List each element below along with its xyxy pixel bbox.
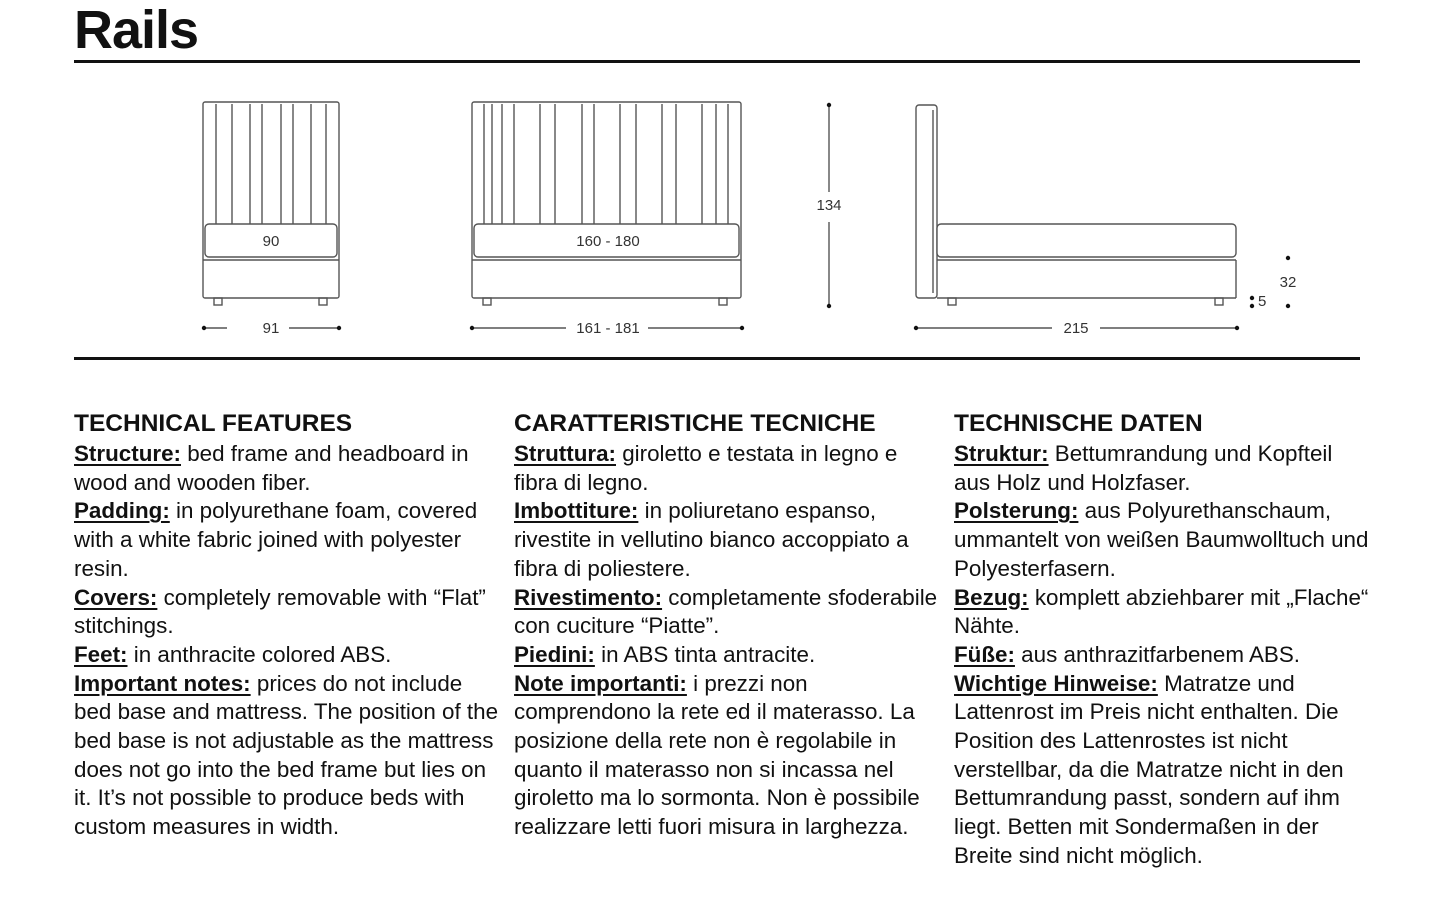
covers-label: Rivestimento: [514,584,663,610]
technical-features-en [74,408,504,842]
notes-label: Note importanti: [514,670,687,696]
feet-paragraph [74,641,504,670]
bed-drawings [0,64,1440,354]
structure-paragraph [514,440,944,497]
single-bed-outer-width: 91 [262,320,280,337]
feet-text: aus anthrazitfarbenem ABS. [1014,641,1300,667]
structure-text: bed frame and headboard in wood and wooden fiber. [74,441,469,495]
single-bed-inner-width: 90 [262,233,280,250]
covers-paragraph [74,584,504,641]
notes-paragraph [954,670,1374,871]
double-bed-outer-width: 161 - 181 [576,320,640,337]
side-view-drawing [916,105,1236,305]
technical-features-de [954,408,1374,871]
padding-label: Imbottiture: [514,498,639,524]
notes-paragraph [74,670,504,842]
covers-text: completely removable with “Flat” stitchings. [74,584,486,639]
structure-paragraph [954,440,1374,497]
structure-text: giroletto e testata in legno e fibra di legno. [514,441,898,495]
padding-label: Polsterung: [954,498,1079,524]
structure-label: Struktur: [954,441,1049,466]
notes-paragraph [514,670,944,842]
padding-text: in poliuretano espanso, rivestite in vellutino bianco accoppiato a fibra di poliestere. [514,498,909,581]
covers-paragraph [514,584,944,641]
middle-divider [74,357,1360,360]
padding-text: aus Polyurethanschaum, ummantelt von weißen Baumwolltuch und Polyesterfasern. [954,498,1369,581]
padding-label: Padding: [74,498,170,524]
feet-label: Feet: [74,641,128,667]
structure-label: Structure: [74,441,181,466]
notes-text: i prezzi non comprendono la rete ed il materasso. La posizione della rete non è regolabile in quanto il materasso non si incassa nel giroletto ma lo sormonta. Non è possibile realizzare letti fuori misura in larghezza. [514,670,920,840]
feet-paragraph [954,641,1374,670]
notes-text: prices do not include bed base and mattress. The position of the bed base is not adjustable as the mattress does not go into the bed frame but lies on it. It’s not possible to produce beds with custom measures in width. [74,670,499,840]
covers-paragraph [954,584,1374,641]
side-view-foot-height: 5 [1258,293,1267,310]
padding-paragraph [514,497,944,583]
structure-text: Bettumrandung und Kopfteil aus Holz und Holzfaser. [954,441,1333,495]
section-heading-en: TECHNICAL FEATURES [74,410,353,437]
feet-text: in anthracite colored ABS. [127,641,392,667]
structure-paragraph [74,440,504,497]
padding-paragraph [74,497,504,583]
notes-label: Important notes: [74,670,251,696]
page-title: Rails [74,0,199,60]
covers-label: Covers: [74,584,158,610]
feet-paragraph [514,641,944,670]
section-heading-it: CARATTERISTICHE TECNICHE [514,410,876,437]
covers-text: komplett abziehbarer mit „Flache“ Nähte. [954,584,1369,639]
side-view-length: 215 [1063,320,1089,337]
side-view-base-height: 32 [1279,274,1297,291]
feet-text: in ABS tinta antracite. [594,641,816,667]
feet-label: Piedini: [514,641,595,667]
section-heading-de: TECHNISCHE DATEN [954,410,1203,437]
technical-features-it [514,408,944,842]
single-bed-drawing [203,102,339,305]
covers-label: Bezug: [954,584,1029,610]
padding-text: in polyurethane foam, covered with a white fabric joined with polyester resin. [74,498,478,581]
notes-text: Matratze und Lattenrost im Preis nicht enthalten. Die Position des Lattenrostes ist nicht verstellbar, da die Matratze nicht in den Bettumrandung passt, sondern auf ihm liegt. Betten mit Sondermaßen in der Breite sind nicht möglich. [954,670,1344,868]
double-bed-drawing [472,102,741,305]
notes-label: Wichtige Hinweise: [954,670,1158,696]
padding-paragraph [954,497,1374,583]
structure-label: Struttura: [514,441,616,466]
covers-text: completamente sfoderabile con cuciture “Piatte”. [514,584,938,639]
double-bed-inner-width: 160 - 180 [576,233,640,250]
top-divider [74,60,1360,63]
feet-label: Füße: [954,641,1015,667]
side-view-height: 134 [816,197,842,214]
